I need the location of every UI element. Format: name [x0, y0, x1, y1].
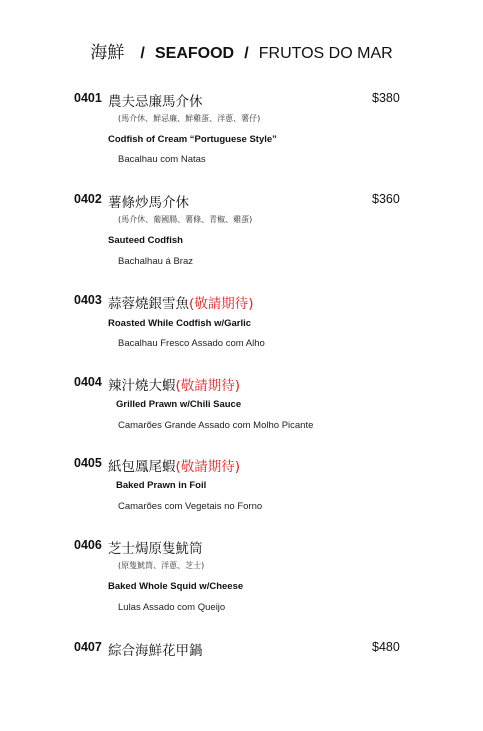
item-name-pt: Camarões com Vegetais no Forno [118, 501, 263, 512]
item-ingredients: (馬介休、葡國腸、薯條、青椒、雞蛋) [118, 215, 253, 224]
menu-item-title-row [0, 640, 483, 658]
item-name-zh: 綜合海鮮花甲鍋 [108, 643, 203, 659]
menu-item [0, 456, 483, 512]
item-name-pt: Bacalhau Fresco Assado com Alho [118, 338, 265, 349]
separator: / [244, 45, 249, 62]
separator: / [140, 45, 145, 62]
item-code: 0403 [74, 293, 102, 307]
item-name-en: Baked Whole Squid w/Cheese [108, 581, 244, 592]
item-code: 0406 [74, 538, 102, 552]
menu-item-title-row [0, 375, 483, 393]
item-ingredients: (原隻魷筒、洋蔥、芝士) [118, 561, 205, 570]
item-code: 0402 [74, 192, 102, 206]
menu-item [0, 640, 483, 658]
item-ingredients: (馬介休、鮮忌廉、鮮雞蛋、洋蔥、薯仔) [118, 114, 261, 123]
coming-soon-note: (敬請期待) [175, 378, 241, 394]
item-name-zh: 蒜蓉燒銀雪魚(敬請期待) [108, 296, 254, 312]
item-name-en: Codfish of Cream “Portuguese Style” [108, 134, 277, 145]
item-name-pt: Bacalhau com Natas [118, 154, 206, 165]
menu-item-title-row [0, 456, 483, 474]
menu-item [0, 538, 483, 613]
item-name-pt: Camarões Grande Assado com Molho Picante [118, 420, 314, 431]
section-title-zh: 海鮮 [90, 43, 125, 63]
menu-item [0, 192, 483, 267]
menu-item [0, 375, 483, 431]
section-title-pt: FRUTOS DO MAR [258, 45, 393, 62]
item-name-en: Roasted While Codfish w/Garlic [108, 318, 252, 329]
item-code: 0407 [74, 640, 102, 654]
item-name-zh: 紙包鳳尾蝦(敬請期待) [108, 459, 241, 475]
item-code: 0401 [74, 91, 102, 105]
menu-item [0, 293, 483, 349]
item-name-zh: 辣汁燒大蝦(敬請期待) [108, 378, 241, 394]
section-title-en: SEAFOOD [154, 45, 235, 62]
menu-item-title-row [0, 192, 483, 210]
coming-soon-note: (敬請期待) [175, 459, 241, 475]
menu-item-title-row [0, 91, 483, 109]
item-price: $360 [372, 192, 400, 206]
item-name-en: Baked Prawn in Foil [116, 480, 207, 491]
item-name-en: Sauteed Codfish [108, 235, 183, 246]
menu-item [0, 91, 483, 165]
item-name-pt: Bachalhau á Braz [118, 256, 193, 267]
item-price: $480 [372, 640, 400, 654]
menu-item-title-row [0, 293, 483, 311]
item-name-zh: 薯條炒馬介休 [108, 195, 189, 211]
menu-item-title-row [0, 538, 483, 556]
item-name-en: Grilled Prawn w/Chili Sauce [116, 399, 242, 410]
coming-soon-note: (敬請期待) [189, 296, 254, 312]
item-name-zh: 農夫忌廉馬介休 [108, 94, 203, 110]
item-code: 0404 [74, 375, 102, 389]
item-name-pt: Lulas Assado com Queijo [118, 602, 226, 613]
section-header [0, 38, 483, 63]
item-code: 0405 [74, 456, 102, 470]
item-price: $380 [372, 91, 400, 105]
item-name-zh: 芝士焗原隻魷筒 [108, 541, 203, 557]
